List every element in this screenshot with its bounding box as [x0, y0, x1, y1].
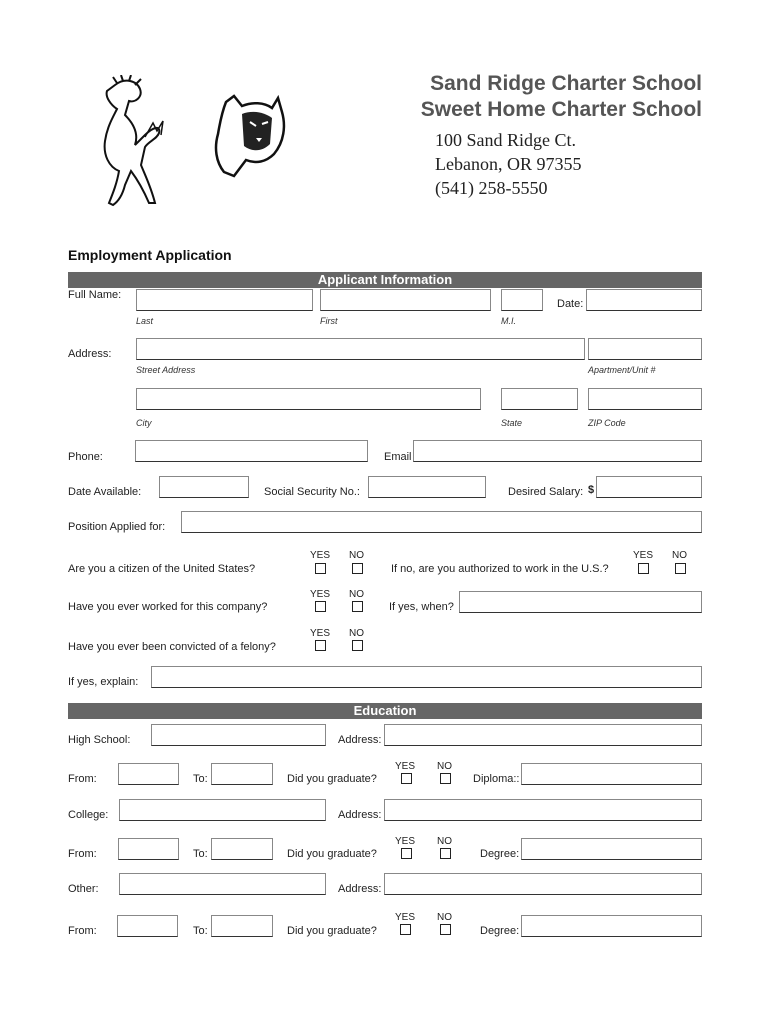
authorized-question: If no, are you authorized to work in the U.S.? [391, 563, 609, 575]
other-to-input[interactable] [211, 915, 273, 937]
authorized-yes-checkbox[interactable] [638, 563, 649, 574]
other-address-input[interactable] [384, 873, 702, 895]
college-label: College: [68, 809, 109, 821]
first-name-input[interactable] [320, 289, 491, 311]
ssn-label: Social Security No.: [264, 486, 360, 498]
other-graduate-question: Did you graduate? [287, 925, 377, 937]
cougar-logo [212, 92, 287, 187]
state-input[interactable] [501, 388, 578, 410]
other-input[interactable] [119, 873, 326, 895]
position-input[interactable] [181, 511, 702, 533]
city-input[interactable] [136, 388, 481, 410]
salary-symbol: $ [588, 484, 595, 496]
apt-input[interactable] [588, 338, 702, 360]
zip-input[interactable] [588, 388, 702, 410]
other-from-input[interactable] [117, 915, 178, 937]
college-grad-yes-caption: YES [395, 836, 416, 847]
felony-yes-checkbox[interactable] [315, 640, 326, 651]
salary-label: Desired Salary: [508, 486, 584, 498]
other-address-label: Address: [338, 883, 382, 895]
date-available-label: Date Available: [68, 486, 142, 498]
citizen-no-checkbox[interactable] [352, 563, 363, 574]
other-degree-input[interactable] [521, 915, 702, 937]
worked-no-caption: NO [349, 589, 364, 600]
full-name-label: Full Name: [68, 289, 122, 301]
other-from-label: From: [68, 925, 97, 937]
street-address-caption: Street Address [136, 365, 196, 375]
diploma-label: Diploma:: [473, 773, 520, 785]
diploma-input[interactable] [521, 763, 702, 785]
school-name-1: Sand Ridge Charter School [430, 72, 702, 95]
address-label: Address: [68, 348, 112, 360]
if-yes-when-label: If yes, when? [389, 601, 454, 613]
college-to-label: To: [193, 848, 208, 860]
worked-yes-caption: YES [310, 589, 331, 600]
hs-grad-yes-caption: YES [395, 761, 416, 772]
address-phone: (541) 258-5550 [435, 178, 548, 198]
position-label: Position Applied for: [68, 521, 166, 533]
last-name-input[interactable] [136, 289, 313, 311]
college-input[interactable] [119, 799, 326, 821]
hs-from-input[interactable] [118, 763, 179, 785]
hs-to-label: To: [193, 773, 208, 785]
phone-label: Phone: [68, 451, 103, 463]
email-label: Email [384, 451, 412, 463]
other-grad-yes-checkbox[interactable] [400, 924, 411, 935]
apt-caption: Apartment/Unit # [588, 365, 656, 375]
worked-question: Have you ever worked for this company? [68, 601, 268, 613]
college-grad-no-checkbox[interactable] [440, 848, 451, 859]
hs-to-input[interactable] [211, 763, 273, 785]
city-caption: City [136, 418, 152, 428]
felony-yes-caption: YES [310, 628, 331, 639]
felony-no-caption: NO [349, 628, 364, 639]
worked-yes-checkbox[interactable] [315, 601, 326, 612]
zip-caption: ZIP Code [588, 418, 626, 428]
college-grad-yes-checkbox[interactable] [401, 848, 412, 859]
hs-address-input[interactable] [384, 724, 702, 746]
hs-from-label: From: [68, 773, 97, 785]
college-address-label: Address: [338, 809, 382, 821]
other-grad-yes-caption: YES [395, 912, 416, 923]
worked-no-checkbox[interactable] [352, 601, 363, 612]
high-school-input[interactable] [151, 724, 326, 746]
college-degree-label: Degree: [480, 848, 520, 860]
citizen-yes-caption: YES [310, 550, 331, 561]
other-grad-no-caption: NO [437, 912, 452, 923]
address-street: 100 Sand Ridge Ct. [435, 130, 577, 150]
mi-input[interactable] [501, 289, 543, 311]
section-applicant-bar: Applicant Information [68, 272, 702, 288]
date-available-input[interactable] [159, 476, 249, 498]
authorized-no-checkbox[interactable] [675, 563, 686, 574]
citizen-question: Are you a citizen of the United States? [68, 563, 256, 575]
college-from-label: From: [68, 848, 97, 860]
felony-no-checkbox[interactable] [352, 640, 363, 651]
last-caption: Last [136, 316, 154, 326]
college-to-input[interactable] [211, 838, 273, 860]
hs-graduate-question: Did you graduate? [287, 773, 377, 785]
college-address-input[interactable] [384, 799, 702, 821]
hs-grad-yes-checkbox[interactable] [401, 773, 412, 784]
other-degree-label: Degree: [480, 925, 520, 937]
citizen-yes-checkbox[interactable] [315, 563, 326, 574]
mi-caption: M.I. [501, 316, 516, 326]
authorized-no-caption: NO [672, 550, 687, 561]
date-input[interactable] [586, 289, 702, 311]
email-input[interactable] [413, 440, 702, 462]
state-caption: State [501, 418, 523, 428]
if-yes-explain-label: If yes, explain: [68, 676, 139, 688]
ssn-input[interactable] [368, 476, 486, 498]
college-from-input[interactable] [118, 838, 179, 860]
section-education-bar: Education [68, 703, 702, 719]
form-title: Employment Application [68, 247, 232, 263]
college-graduate-question: Did you graduate? [287, 848, 377, 860]
hs-grad-no-caption: NO [437, 761, 452, 772]
authorized-yes-caption: YES [633, 550, 654, 561]
college-degree-input[interactable] [521, 838, 702, 860]
street-address-input[interactable] [136, 338, 585, 360]
if-yes-when-input[interactable] [459, 591, 702, 613]
other-grad-no-checkbox[interactable] [440, 924, 451, 935]
citizen-no-caption: NO [349, 550, 364, 561]
phone-input[interactable] [135, 440, 368, 462]
college-grad-no-caption: NO [437, 836, 452, 847]
hs-grad-no-checkbox[interactable] [440, 773, 451, 784]
horse-logo [95, 75, 170, 210]
if-yes-explain-input[interactable] [151, 666, 702, 688]
other-label: Other: [68, 883, 99, 895]
school-name-2: Sweet Home Charter School [420, 98, 702, 121]
hs-address-label: Address: [338, 734, 382, 746]
first-caption: First [320, 316, 338, 326]
salary-input[interactable] [596, 476, 702, 498]
other-to-label: To: [193, 925, 208, 937]
date-label: Date: [557, 298, 584, 310]
high-school-label: High School: [68, 734, 131, 746]
address-city: Lebanon, OR 97355 [435, 154, 582, 174]
felony-question: Have you ever been convicted of a felony? [68, 641, 276, 653]
